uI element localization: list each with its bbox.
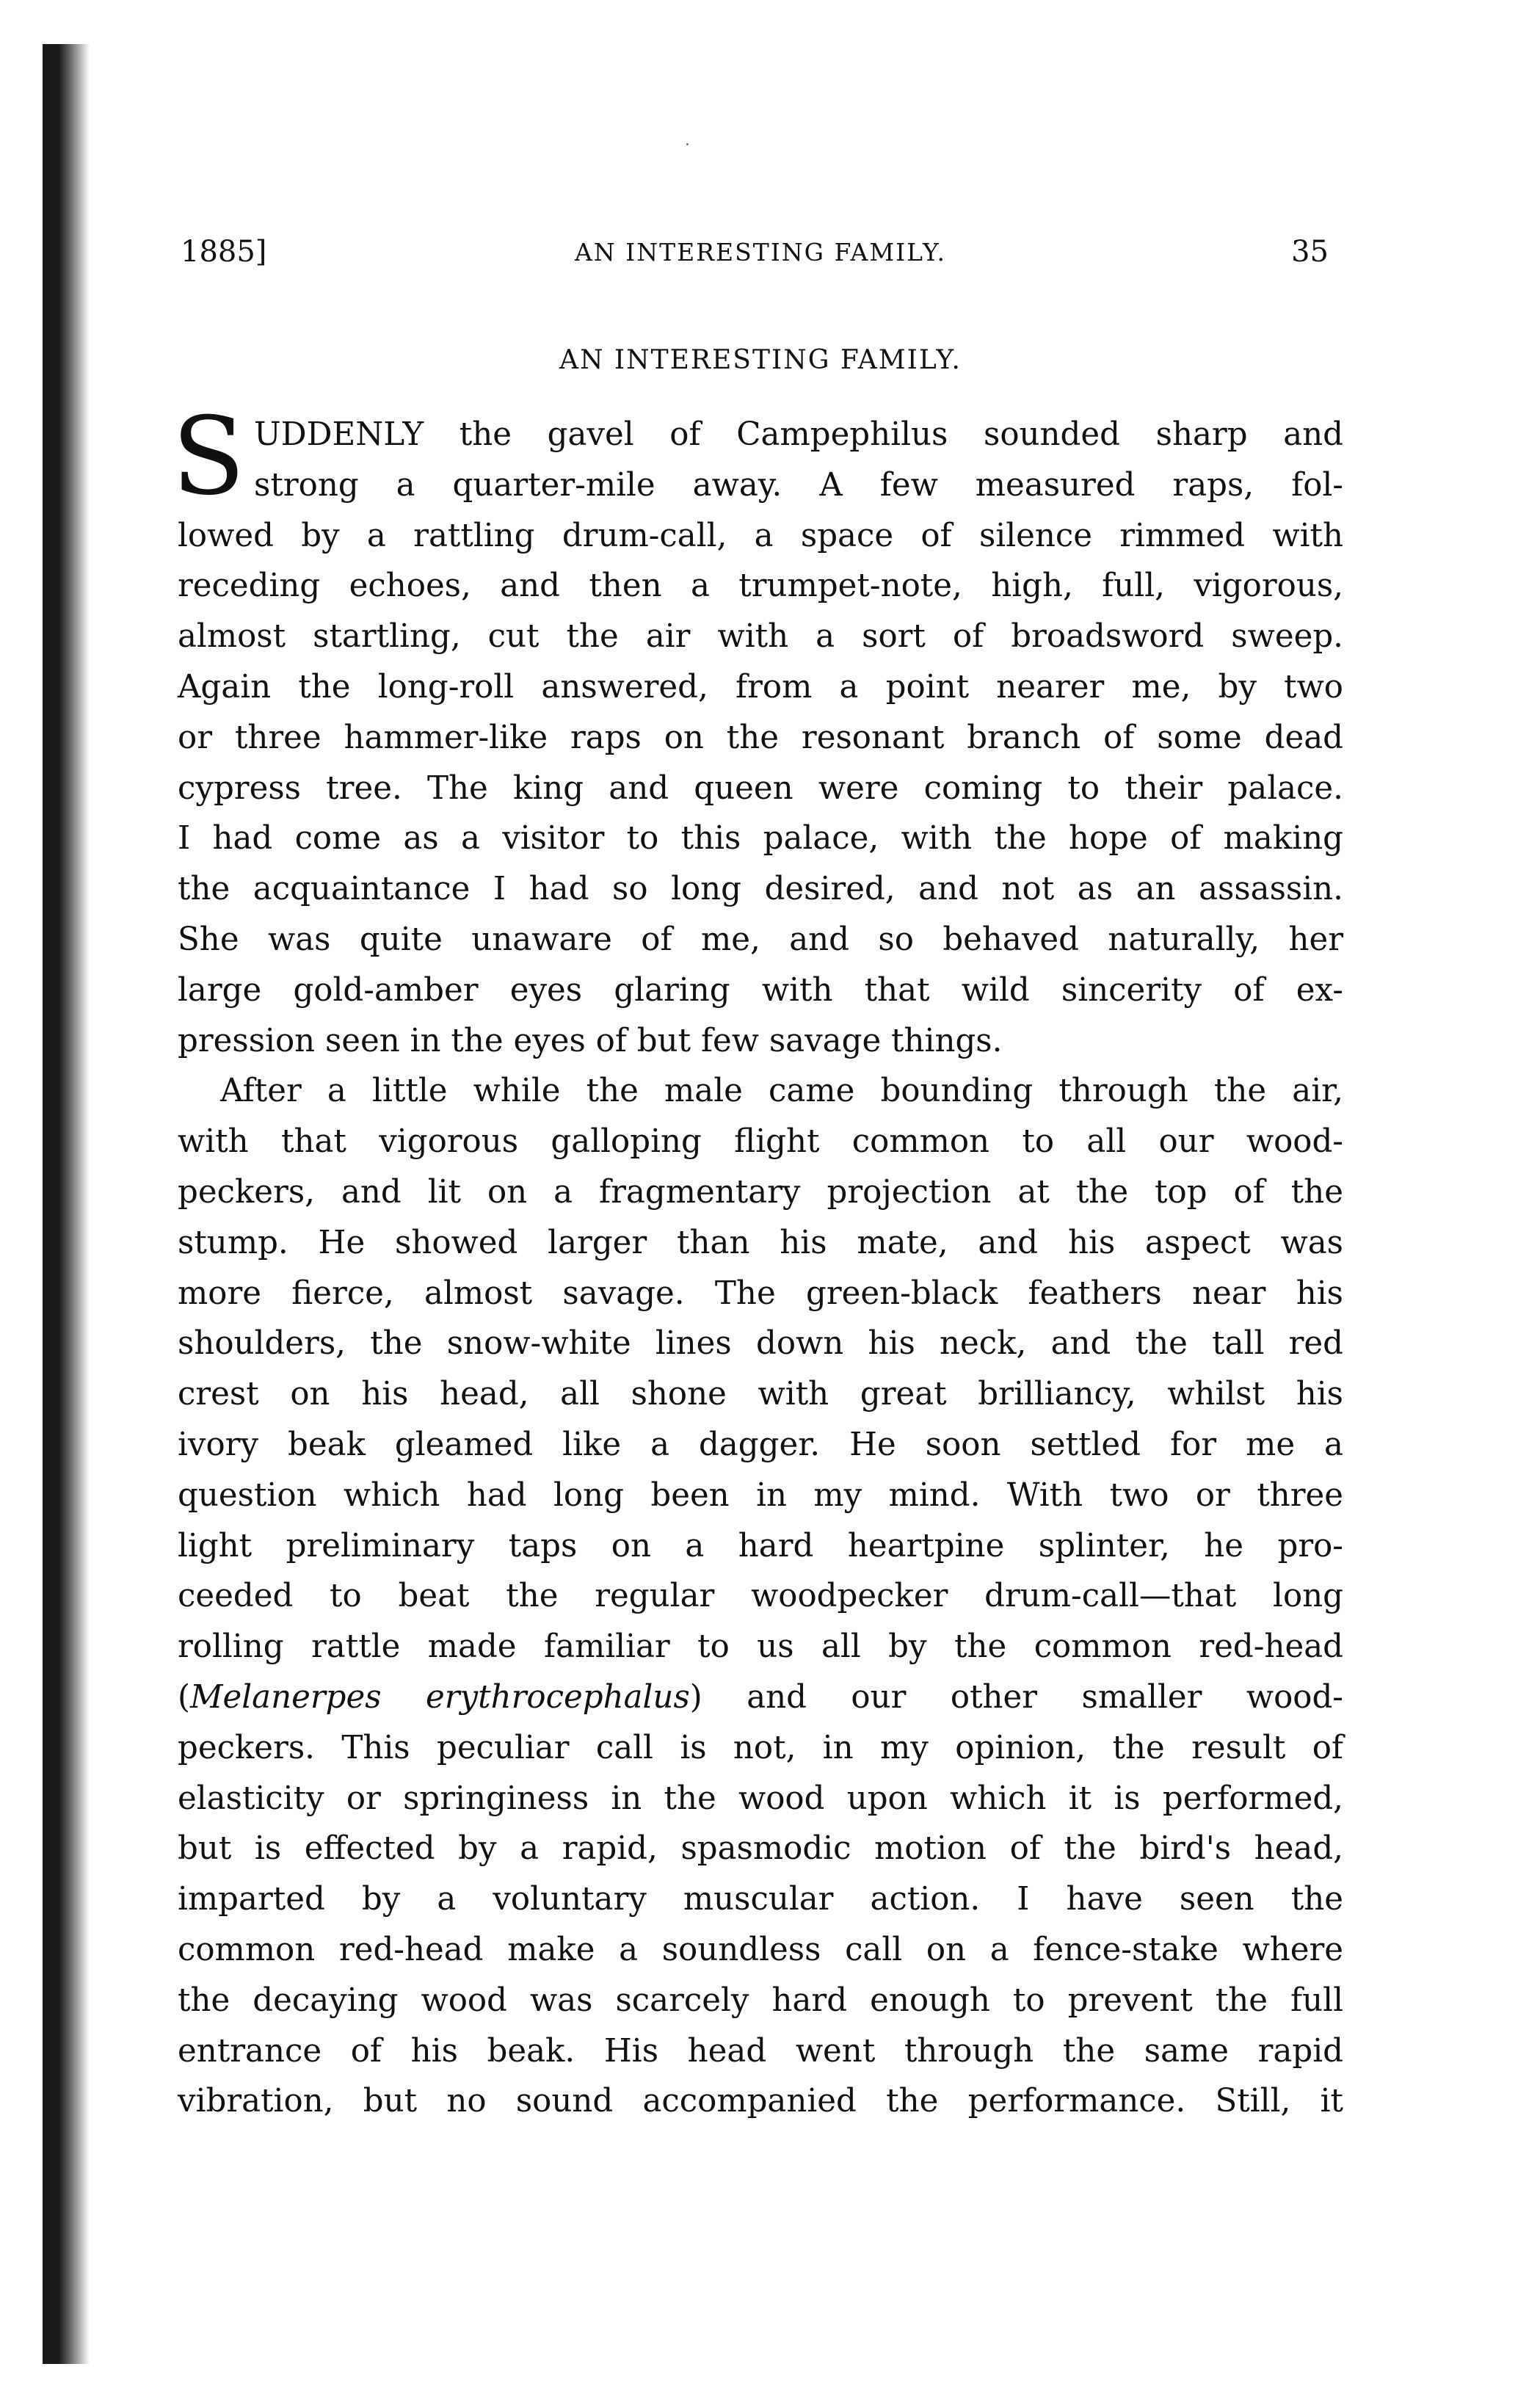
text-line: rolling rattle made familiar to us all by the common red-head <box>178 1628 1343 1666</box>
text-line: strong a quarter-mile away. A few measured raps, fol- <box>254 466 1343 504</box>
text-line: peckers. This peculiar call is not, in my opinion, the result of <box>178 1729 1343 1766</box>
page-number: 35 <box>1291 235 1329 269</box>
text-line: common red-head make a soundless call on a fence-stake where <box>178 1931 1343 1968</box>
text-line: cypress tree. The king and queen were coming to their palace. <box>178 769 1343 807</box>
text-line: UDDENLY the gavel of Campephilus sounded sharp and <box>254 416 1343 453</box>
paragraph-2 <box>178 1066 1343 2127</box>
species-name: Melanerpes erythrocephalus <box>189 1678 690 1716</box>
text-line: peckers, and lit on a fragmentary projection at the top of the <box>178 1173 1343 1211</box>
text-line: vibration, but no sound accompanied the performance. Still, it <box>178 2083 1343 2120</box>
text-line: After a little while the male came bounding through the air, <box>220 1073 1343 1110</box>
text-line: large gold-amber eyes glaring with that wild sincerity of ex- <box>178 971 1343 1009</box>
running-head-title: AN INTERESTING FAMILY. <box>574 238 947 266</box>
drop-cap: S <box>172 394 246 519</box>
binding-edge-shadow <box>43 44 90 2364</box>
article-title: AN INTERESTING FAMILY. <box>559 345 962 375</box>
scan-speck <box>686 143 689 145</box>
running-head <box>178 235 1343 276</box>
text-line: more fierce, almost savage. The green-black feathers near his <box>178 1274 1343 1312</box>
text-line: crest on his head, all shone with great brilliancy, whilst his <box>178 1376 1343 1413</box>
text-line: but is effected by a rapid, spasmodic motion of the bird's head, <box>178 1830 1343 1868</box>
text-line: ceeded to beat the regular woodpecker drum-call—that long <box>178 1578 1343 1615</box>
text-line: with that vigorous galloping flight common to all our wood- <box>178 1123 1343 1161</box>
paragraph-1 <box>172 394 1343 1066</box>
text-line: shoulders, the snow-white lines down his neck, and the tall red <box>178 1325 1343 1363</box>
paren-open: ( <box>178 1678 190 1716</box>
text-line: almost startling, cut the air with a sort of broadsword sweep. <box>178 618 1343 656</box>
text-line: light preliminary taps on a hard heartpine splinter, he pro- <box>178 1527 1343 1564</box>
text-line-species <box>178 1672 1343 1723</box>
text-line: the acquaintance I had so long desired, and not as an assassin. <box>178 871 1343 908</box>
line-rest: ) and our other smaller wood- <box>689 1678 1344 1716</box>
text-line: question which had long been in my mind. With two or three <box>178 1476 1343 1514</box>
text-line: I had come as a visitor to this palace, with the hope of making <box>178 820 1343 857</box>
article-body <box>172 394 1344 2127</box>
text-line: imparted by a voluntary muscular action. I have seen the <box>178 1881 1343 1918</box>
text-line: stump. He showed larger than his mate, and his aspect was <box>178 1224 1343 1261</box>
text-line: pression seen in the eyes of but few savage things. <box>178 1022 1003 1059</box>
text-line: entrance of his beak. His head went through the same rapid <box>178 2032 1343 2070</box>
text-line: or three hammer-like raps on the resonant branch of some dead <box>178 719 1343 756</box>
text-line: receding echoes, and then a trumpet-note, high, full, vigorous, <box>178 568 1343 605</box>
text-line: lowed by a rattling drum-call, a space of silence rimmed with <box>178 517 1343 554</box>
text-line: elasticity or springiness in the wood upon which it is performed, <box>178 1780 1343 1817</box>
text-line: Again the long-roll answered, from a point nearer me, by two <box>178 668 1343 706</box>
text-line: the decaying wood was scarcely hard enough to prevent the full <box>178 1981 1343 2019</box>
text-line: She was quite unaware of me, and so behaved naturally, her <box>178 921 1343 958</box>
text-line: ivory beak gleamed like a dagger. He soon settled for me a <box>178 1426 1343 1463</box>
running-head-year: 1885] <box>181 235 267 269</box>
